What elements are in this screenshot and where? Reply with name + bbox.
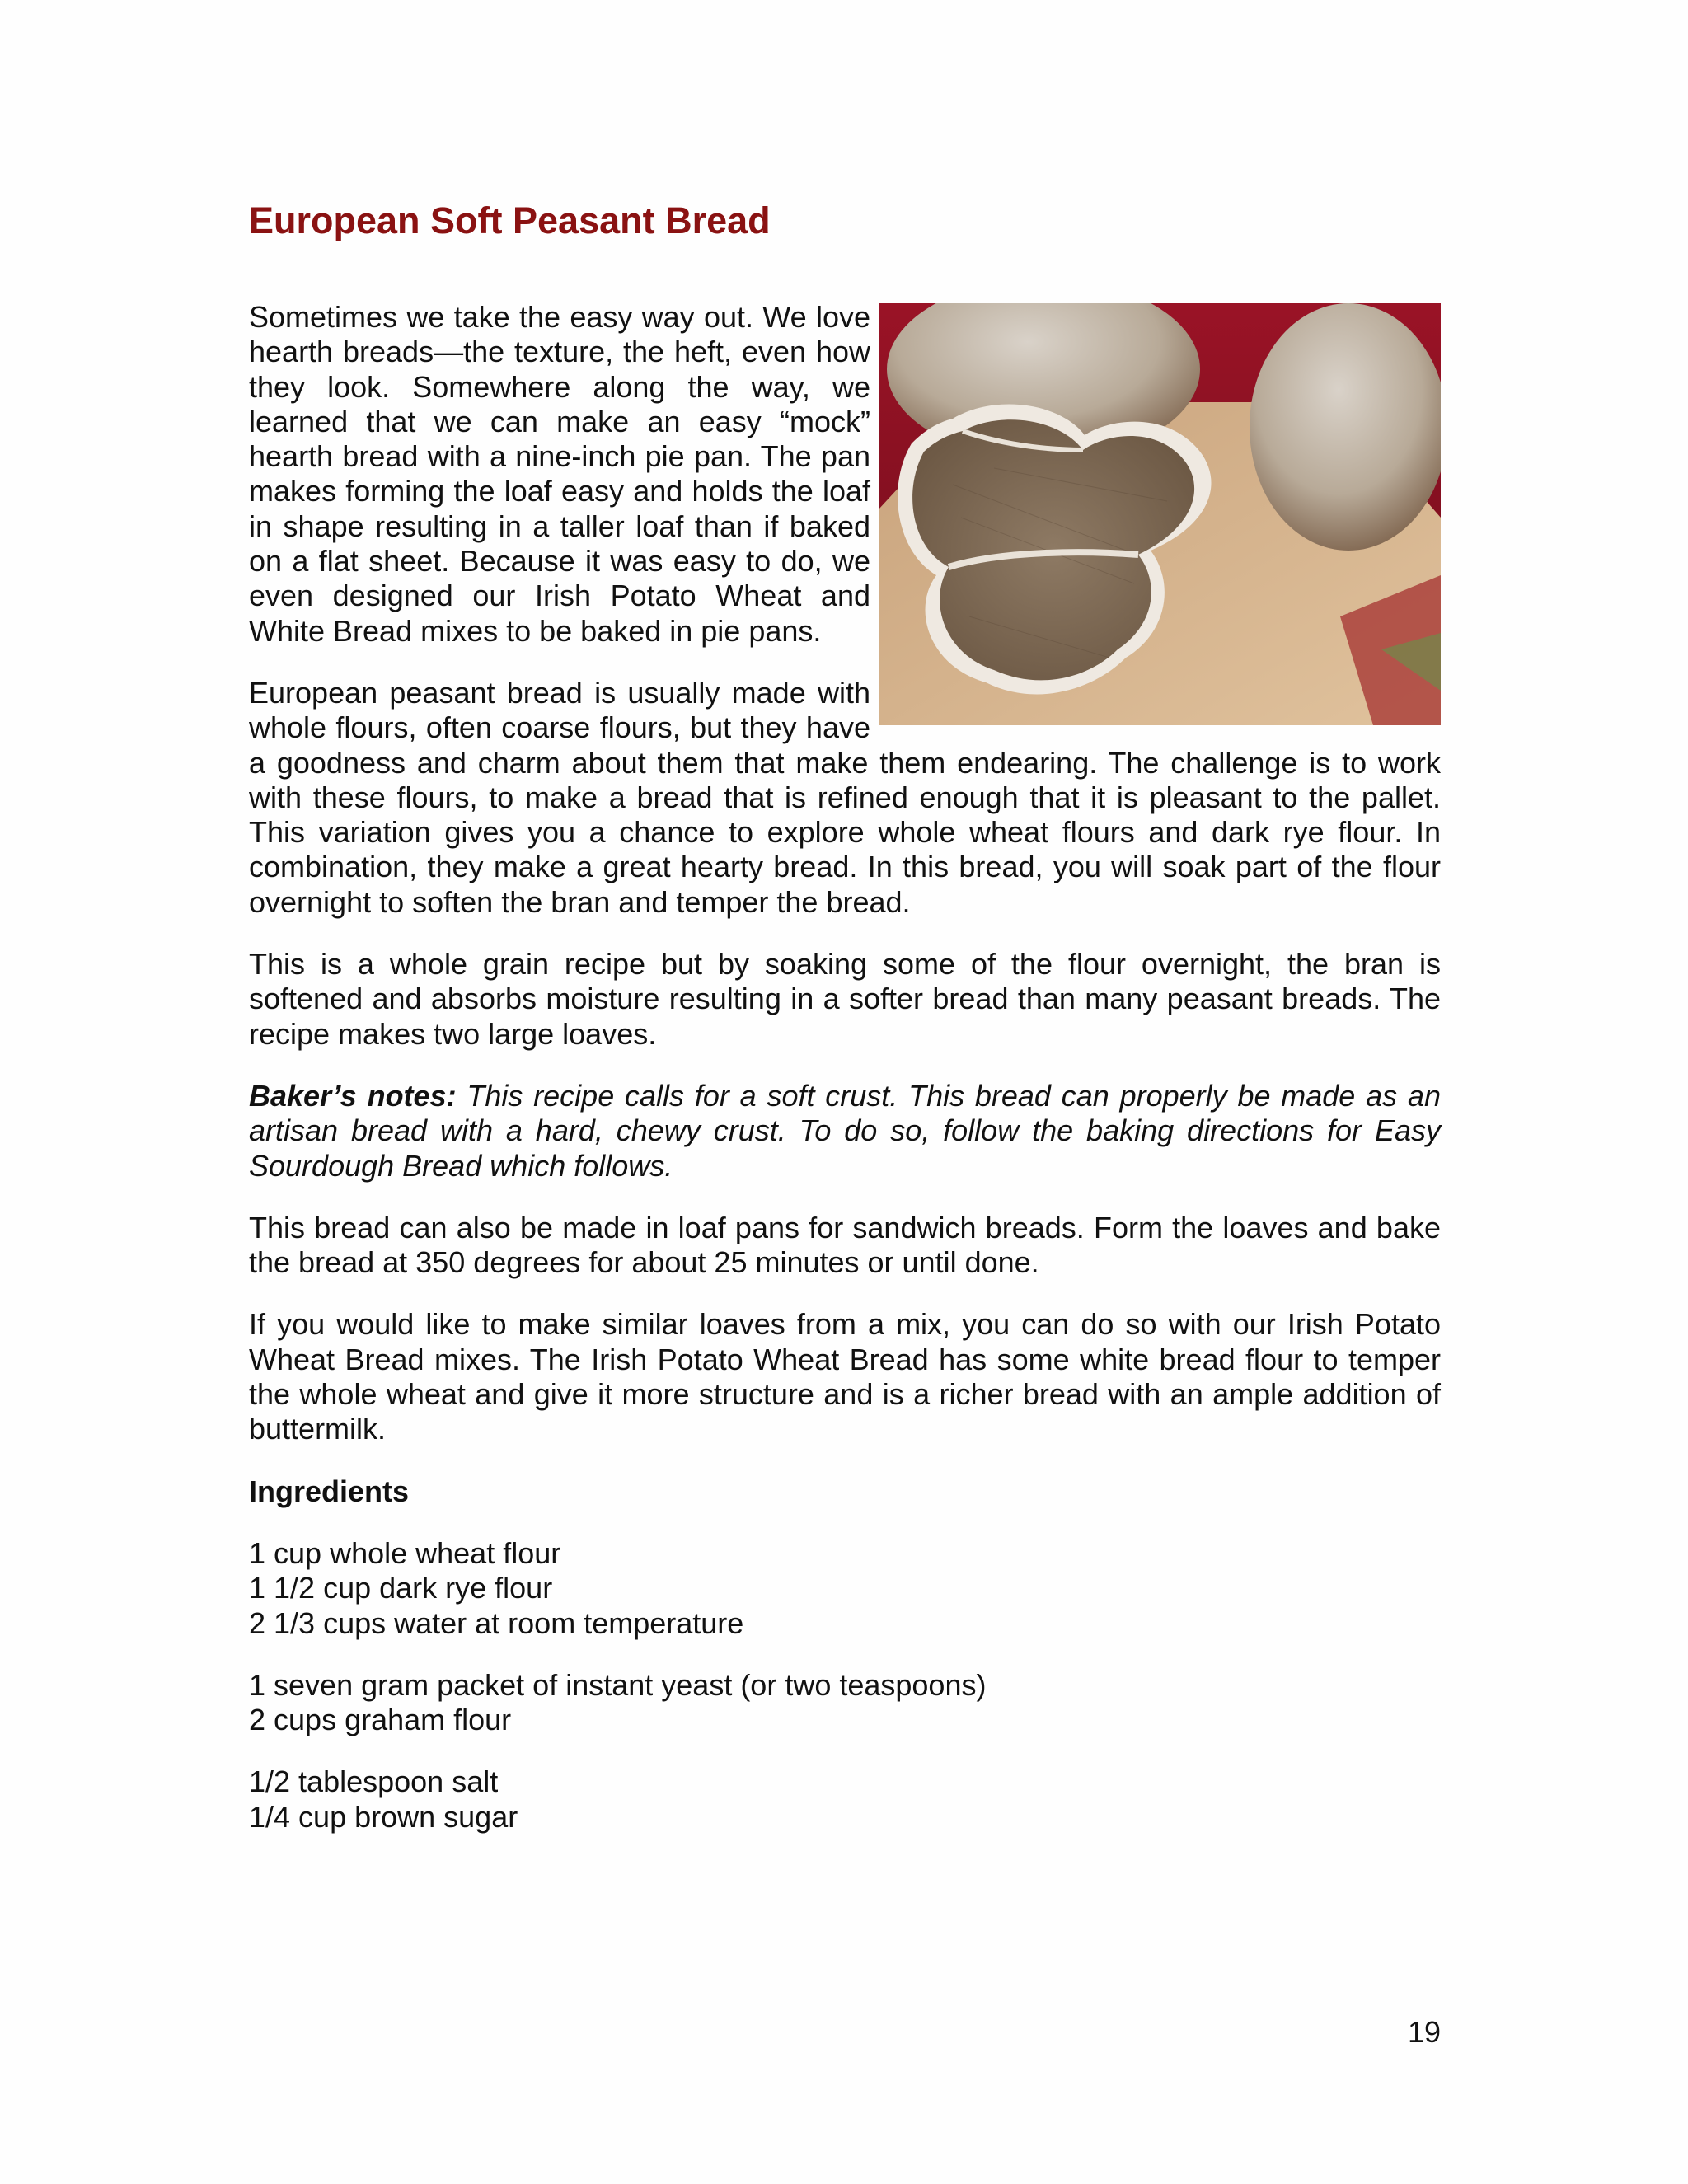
- intro-paragraph: Sometimes we take the easy way out. We love hearth breads—the texture, the heft, even how they look. Somewhere along the way, we learned that we can make an easy “mock” hearth bread with a nine-inch pie pan. The pan makes forming the loaf easy and holds the loaf in shape resulting in a taller loaf than if baked on a flat sheet. Because it was easy to do, we even designed our Irish Potato Wheat and White Bread mixes to be baked in pie pans.: [249, 300, 870, 648]
- ingredients-heading: Ingredients: [249, 1474, 410, 1508]
- bakers-notes-paragraph: [249, 1079, 1441, 1183]
- ingredient-item: 2 cups graham flour: [249, 1703, 512, 1737]
- mix-paragraph: If you would like to make similar loaves from a mix, you can do so with our Irish Potato Wheat Bread mixes. The Irish Potato Wheat Bread has some white bread flour to temper the whole wheat and give it more structure and is a richer bread with an ample addition of buttermilk.: [249, 1307, 1441, 1446]
- ingredient-item: 1/4 cup brown sugar: [249, 1799, 518, 1834]
- page-number: 19: [1407, 2015, 1441, 2049]
- bread-photo: [879, 303, 1441, 725]
- ingredient-item: 2 1/3 cups water at room temperature: [249, 1605, 744, 1640]
- bakers-notes-label: Baker’s notes:: [249, 1078, 457, 1113]
- ingredient-item: 1 cup whole wheat flour: [249, 1535, 561, 1570]
- ingredient-item: 1 seven gram packet of instant yeast (or two teaspoons): [249, 1667, 987, 1702]
- whole-grain-paragraph: This is a whole grain recipe but by soaking some of the flour overnight, the bran is softened and absorbs moisture resulting in a softer bread than many peasant breads. The recipe makes two large loaves.: [249, 947, 1441, 1051]
- bakers-notes-text: This recipe calls for a soft crust. This bread can properly be made as an artisan bread with a hard, chewy crust. To do so, follow the baking directions for Easy Sourdough Bread which follows.: [249, 1078, 1441, 1183]
- ingredient-group-3: [249, 1765, 1441, 1835]
- ingredient-group-1: [249, 1536, 1441, 1641]
- ingredient-item: 1 1/2 cup dark rye flour: [249, 1571, 553, 1605]
- ingredient-group-2: [249, 1668, 1441, 1738]
- recipe-title: European Soft Peasant Bread: [249, 199, 771, 241]
- page-content: [249, 196, 1441, 1862]
- loaf-pan-paragraph: This bread can also be made in loaf pans for sandwich breads. Form the loaves and bake the bread at 350 degrees for about 25 minutes or until done.: [249, 1210, 1441, 1280]
- ingredient-item: 1/2 tablespoon salt: [249, 1765, 499, 1799]
- peasant-bread-paragraph: European peasant bread is usually made with whole flours, often coarse flours, but they have a goodness and charm about them that make them endearing. The challenge is to work with these flours, to make a bread that is refined enough that it is pleasant to the pallet. This variation gives you a chance to explore whole wheat flours and dark rye flour. In combination, they make a great hearty bread. In this bread, you will soak part of the flour overnight to soften the bran and temper the bread.: [249, 675, 1441, 919]
